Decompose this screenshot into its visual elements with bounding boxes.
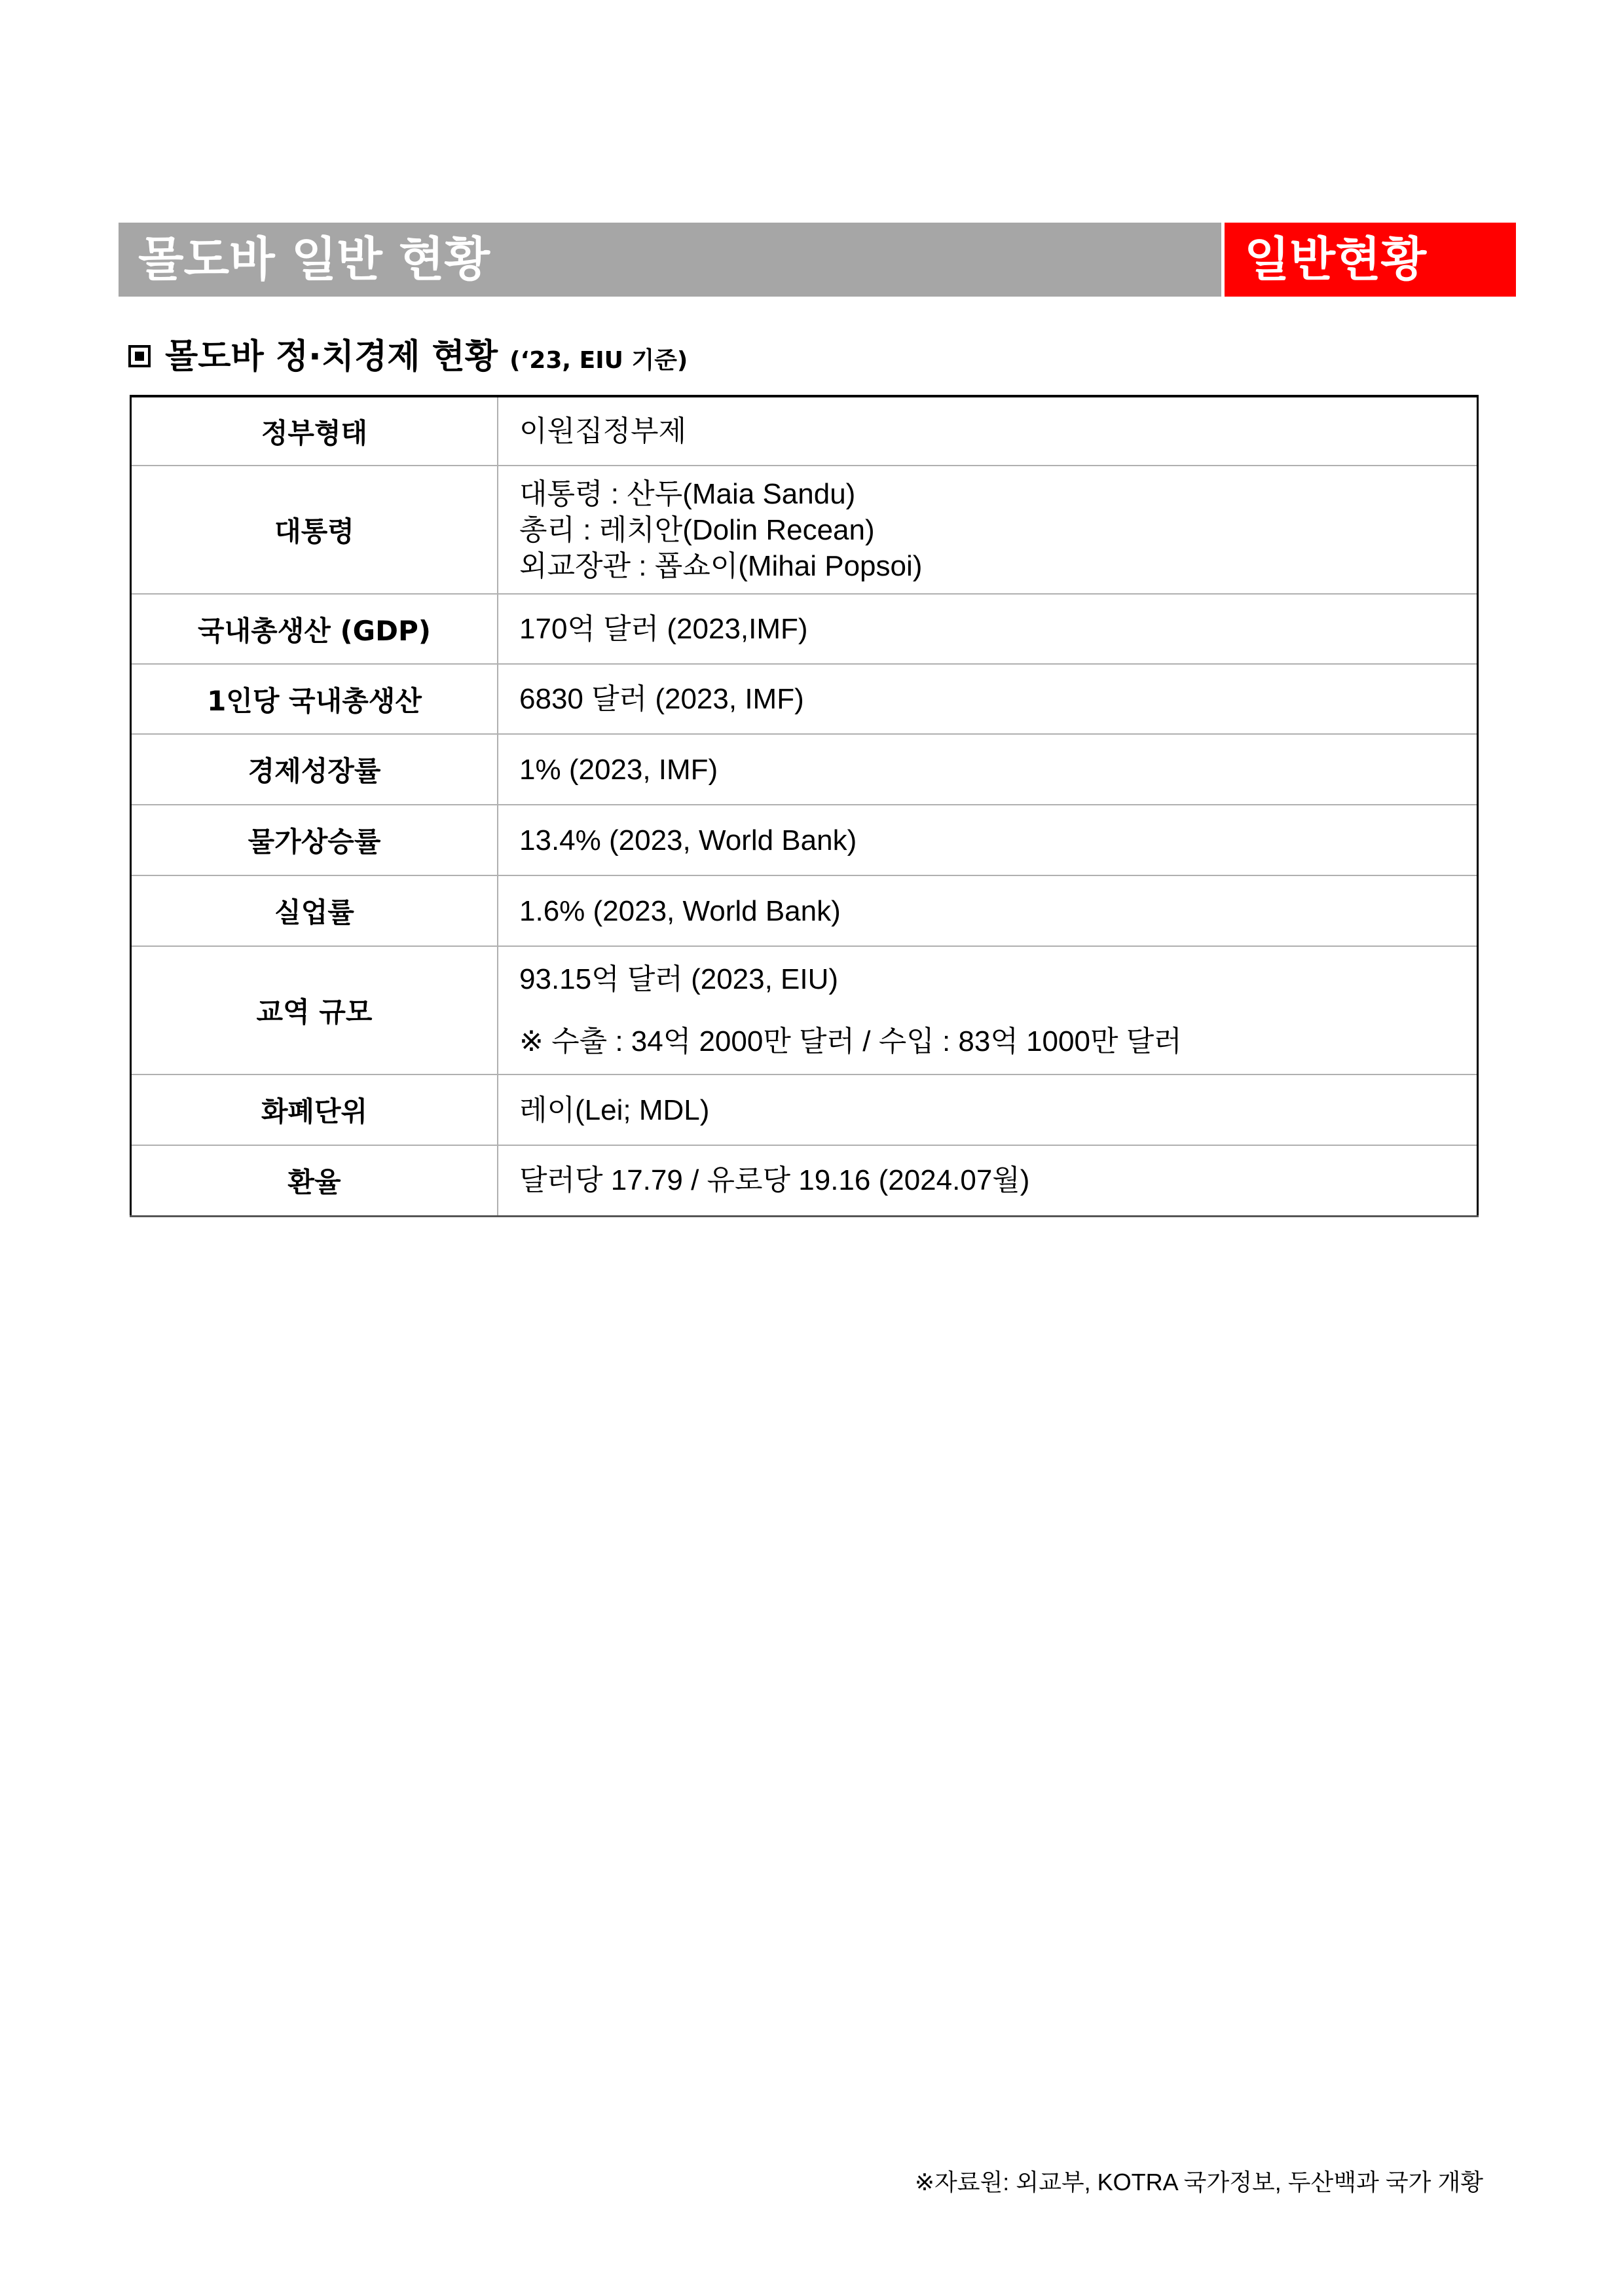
row-value xyxy=(498,664,1478,734)
square-bullet-icon xyxy=(128,345,151,367)
row-label: 환율 xyxy=(131,1145,498,1216)
table-row xyxy=(131,594,1478,664)
section-title: 몰도바 정·치경제 현황 xyxy=(165,337,498,376)
category-tag xyxy=(1225,223,1516,297)
row-label: 화폐단위 xyxy=(131,1074,498,1145)
value-line: 레이(Lei; MDL) xyxy=(519,1093,710,1126)
value-line: 1.6% (2023, World Bank) xyxy=(519,894,841,927)
value-line: 총리 : 레치안(Dolin Recean) xyxy=(519,513,875,546)
table-row xyxy=(131,396,1478,466)
row-value xyxy=(498,594,1478,664)
value-line: ※ 수출 : 34억 2000만 달러 / 수입 : 83억 1000만 달러 xyxy=(519,1025,1182,1057)
row-label: 대통령 xyxy=(131,466,498,594)
section-heading xyxy=(128,331,688,383)
row-value xyxy=(498,1074,1478,1145)
table-row xyxy=(131,805,1478,875)
category-tag-label: 일반현황 xyxy=(1244,232,1427,287)
table-row xyxy=(131,734,1478,805)
title-bar xyxy=(119,223,1221,297)
section-subtitle: (‘23, EIU 기준) xyxy=(509,347,688,374)
row-label: 물가상승률 xyxy=(131,805,498,875)
row-label: 교역 규모 xyxy=(131,946,498,1074)
row-value xyxy=(498,396,1478,466)
value-line: 93.15억 달러 (2023, EIU) xyxy=(519,963,839,995)
table-row xyxy=(131,1074,1478,1145)
row-value xyxy=(498,734,1478,805)
line-spacer xyxy=(519,997,1477,1023)
overview-table xyxy=(130,395,1479,1217)
table-row xyxy=(131,466,1478,594)
row-label: 경제성장률 xyxy=(131,734,498,805)
value-line: 달러당 17.79 / 유로당 19.16 (2024.07월) xyxy=(519,1164,1030,1197)
value-line: 6830 달러 (2023, IMF) xyxy=(519,683,804,715)
table-row xyxy=(131,875,1478,946)
table-row xyxy=(131,1145,1478,1216)
table-row xyxy=(131,664,1478,734)
page-title: 몰도바 일반 현황 xyxy=(138,232,490,287)
value-line: 1% (2023, IMF) xyxy=(519,753,718,786)
value-line: 170억 달러 (2023,IMF) xyxy=(519,613,808,645)
value-line: 13.4% (2023, World Bank) xyxy=(519,824,857,856)
row-value xyxy=(498,946,1478,1074)
row-value xyxy=(498,1145,1478,1216)
value-line: 대통령 : 산두(Maia Sandu) xyxy=(519,477,856,510)
row-value xyxy=(498,875,1478,946)
value-line: 이원집정부제 xyxy=(519,415,687,447)
row-label: 정부형태 xyxy=(131,396,498,466)
row-label: 실업률 xyxy=(131,875,498,946)
row-label: 1인당 국내총생산 xyxy=(131,664,498,734)
row-label: 국내총생산 (GDP) xyxy=(131,594,498,664)
row-value xyxy=(498,805,1478,875)
table-row xyxy=(131,946,1478,1074)
source-note: ※자료원: 외교부, KOTRA 국가정보, 두산백과 국가 개황 xyxy=(914,2169,1483,2195)
row-value xyxy=(498,466,1478,594)
value-line: 외교장관 : 폽쇼이(Mihai Popsoi) xyxy=(519,549,923,582)
